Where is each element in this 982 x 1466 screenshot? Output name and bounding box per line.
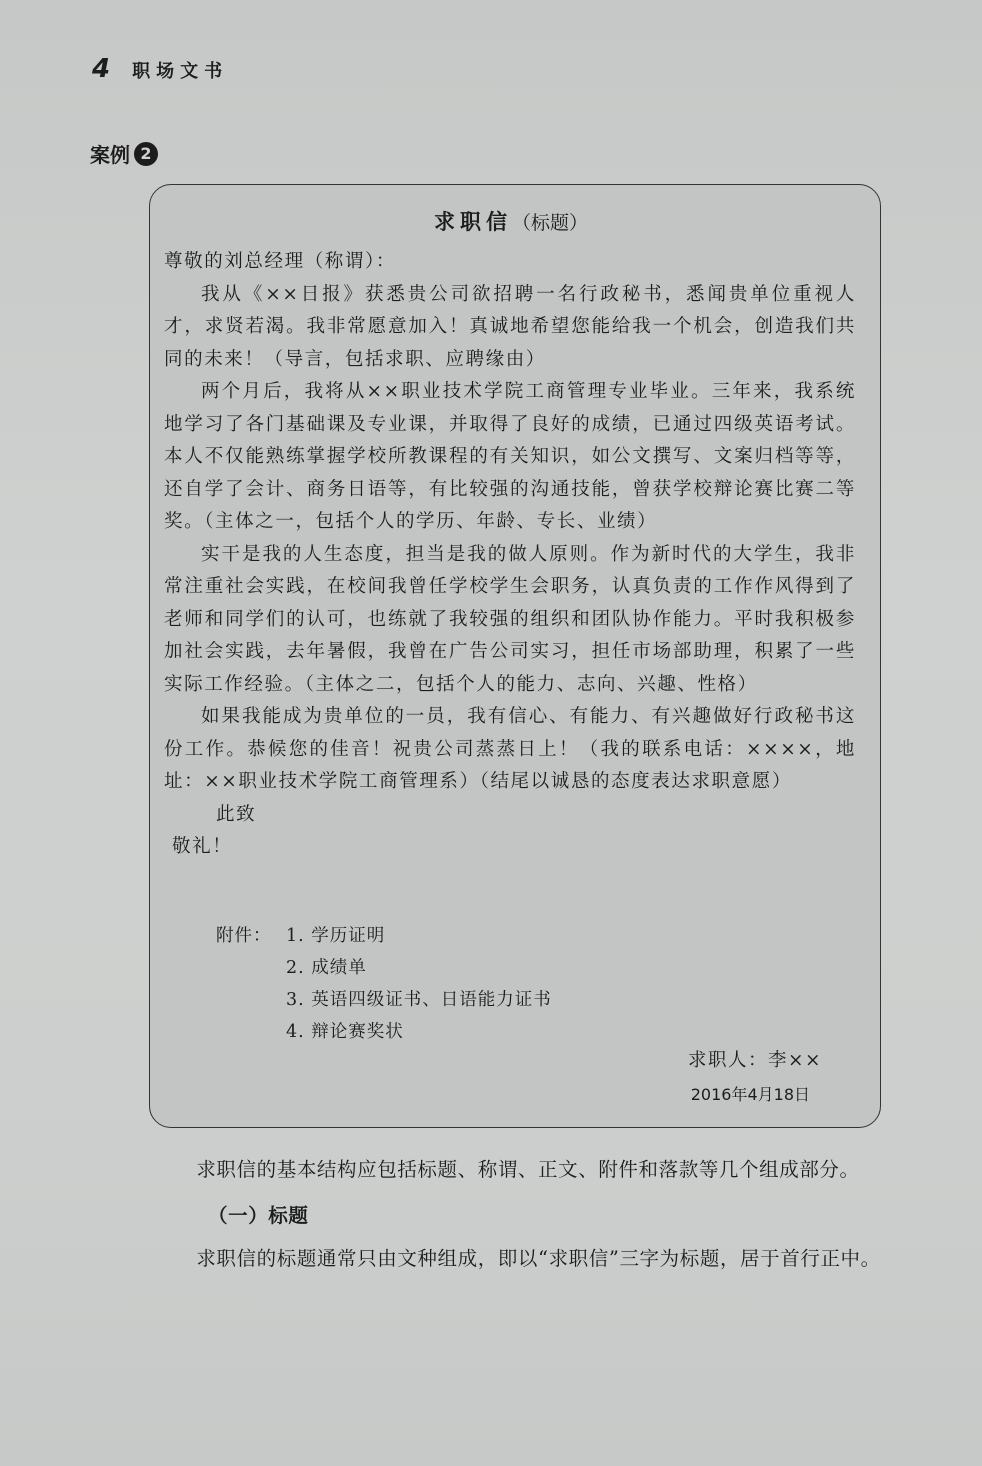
letter-signer: 求职人：李×× (687, 1050, 822, 1071)
section-heading: （一）标题 (208, 1204, 309, 1227)
attachments-label: 附件： (216, 926, 272, 946)
attachment-row (216, 920, 552, 952)
structure-intro: 求职信的基本结构应包括标题、称谓、正文、附件和落款等几个组成部分。 (196, 1158, 860, 1181)
letter-closing-greeting: 此致 (216, 803, 257, 825)
letter-body (164, 246, 856, 864)
letter-title-note: （标题） (511, 212, 588, 234)
attachment-item: 1. 学历证明 (286, 926, 386, 946)
letter-title (0, 206, 982, 236)
case-number-badge: 2 (134, 142, 158, 166)
letter-title-main: 求职信 (433, 210, 512, 234)
page-number: 4 (92, 54, 111, 84)
attachment-item: 3. 英语四级证书、日语能力证书 (286, 990, 552, 1010)
letter-paragraph: 实干是我的人生态度，担当是我的做人原则。作为新时代的大学生，我非常注重社会实践，在校间我曾任学校学生会职务，认真负责的工作作风得到了老师和同学们的认可，也练就了我较强的组织和团队协作能力。平时我积极参加社会实践，去年暑假，我曾在广告公司实习，担任市场部助理，积累了一些实际工作经验。（主体之二，包括个人的能力、志向、兴趣、性格） (164, 543, 856, 695)
letter-closing-salute: 敬礼！ (172, 836, 233, 857)
attachment-row (216, 984, 552, 1016)
attachment-item: 4. 辩论赛奖状 (286, 1022, 404, 1042)
letter-salutation: 尊敬的刘总经理（称谓）： (164, 251, 396, 272)
letter-paragraph: 我从《××日报》获悉贵公司欲招聘一名行政秘书，悉闻贵单位重视人才，求贤若渴。我非常愿意加入！真诚地希望您能给我一个机会，创造我们共同的未来！（导言，包括求职、应聘缘由） (164, 283, 856, 370)
page-header (92, 54, 228, 84)
attachment-item: 2. 成绩单 (286, 958, 367, 978)
explanation-text (170, 1150, 890, 1278)
attachment-row (216, 1016, 552, 1048)
letter-paragraph: 如果我能成为贵单位的一员，我有信心、有能力、有兴趣做好行政秘书这份工作。恭候您的佳音！祝贵公司蒸蒸日上！（我的联系电话：××××，地址：××职业技术学院工商管理系）（结尾以诚恳的态度表达求职意愿） (164, 706, 856, 792)
case-label (90, 139, 158, 168)
letter-date: 2016年4月18日 (690, 1085, 810, 1104)
case-label-text: 案例 (90, 143, 130, 167)
letter-paragraph: 两个月后，我将从××职业技术学院工商管理专业毕业。三年来，我系统地学习了各门基础课及专业课，并取得了良好的成绩，已通过四级英语考试。本人不仅能熟练掌握学校所教课程的有关知识，如公文撰写、文案归档等等，还自学了会计、商务日语等，有比较强的沟通技能，曾获学校辩论赛比赛二等奖。（主体之一，包括个人的学历、年龄、专长、业绩） (164, 381, 856, 532)
section-text: 求职信的标题通常只由文种组成，即以“求职信”三字为标题，居于首行正中。 (196, 1247, 881, 1270)
attachments-list (216, 920, 552, 1048)
attachment-row (216, 952, 552, 984)
section-title: 职场文书 (132, 61, 229, 82)
